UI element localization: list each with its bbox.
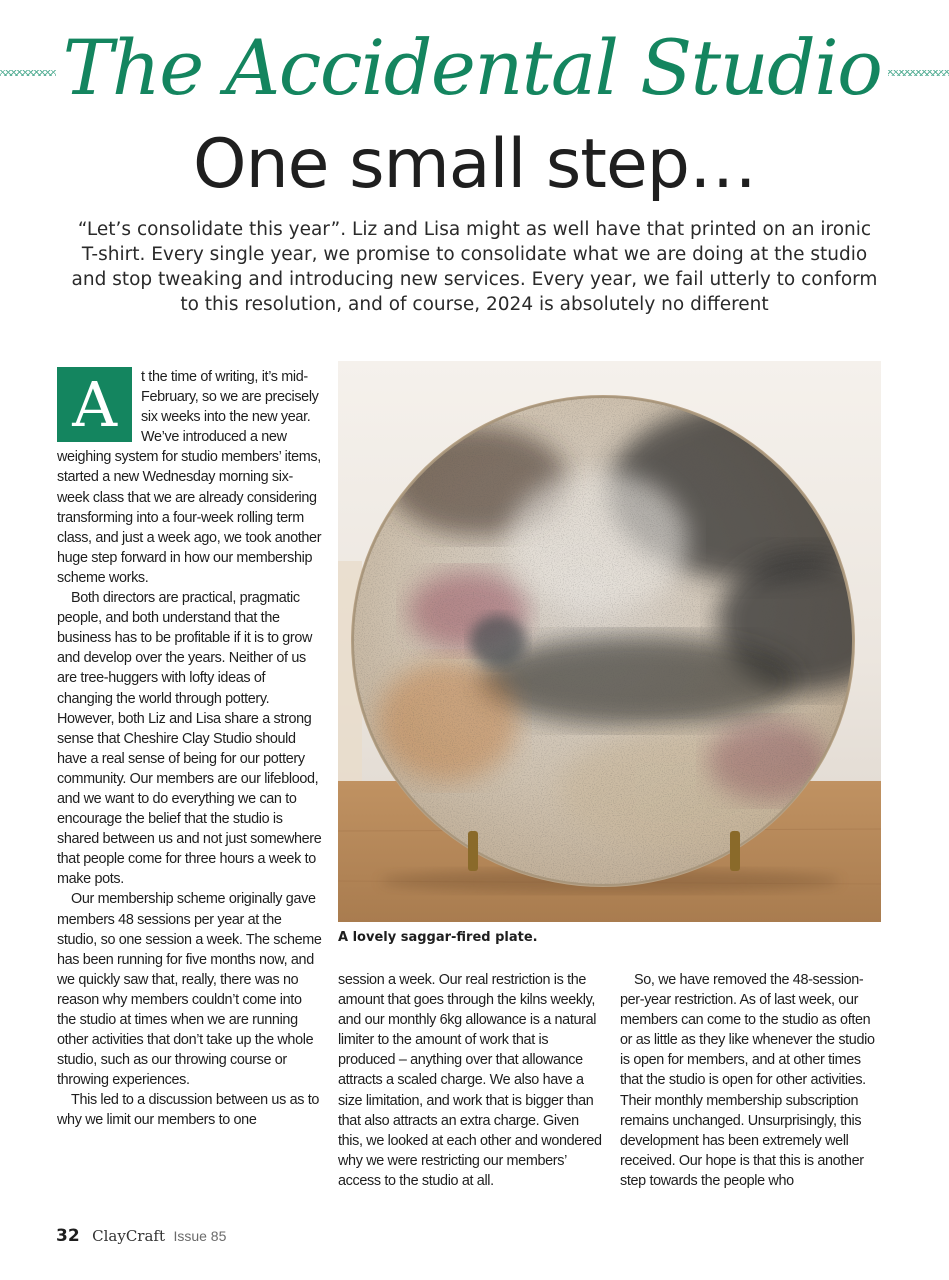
paragraph: Our membership scheme originally gave members 48 sessions per year at the studio, so one session a week. The scheme has been running for five months now, and we quickly saw that, really, there was no reason why members couldn’t come into the studio at times when we are running other activities that don’t take up the whole studio, such as our throwing course or throwing experiences. — [57, 891, 322, 1089]
paragraph: t the time of writing, it’s mid-February, so we are precisely six weeks into the new year. We’ve introduced a new weighing system for studio members’ items, started a new Wednesday morning six-week class that we are already considering transforming into a four-week rolling term class, and just a week ago, we took another huge step forward in how our membership scheme works. — [57, 369, 322, 586]
issue-label: Issue 85 — [173, 1228, 227, 1244]
paragraph: So, we have removed the 48-session-per-year restriction. As of last week, our members can come to the studio as often or as little as they like whenever the studio is open for members, and at other times that the studio is open for other activities. Their monthly membership subscription remains unchanged. Unsurprisingly, this development has been extremely well received. Our hope is that this is another step towards the people who — [620, 972, 875, 1189]
magazine-name: ClayCraft — [92, 1227, 165, 1245]
section-title: The Accidental Studio — [62, 23, 882, 112]
saggar-plate-illustration — [338, 361, 881, 922]
body-column-3 — [620, 970, 885, 1191]
photo-caption: A lovely saggar-fired plate. — [338, 930, 538, 945]
header-ornament-right — [888, 70, 949, 76]
saggar-plate-photo — [338, 361, 881, 922]
page-number: 32 — [56, 1226, 80, 1246]
paragraph: Both directors are practical, pragmatic people, and both understand that the business has to be profitable if it is to grow and develop over the years. Neither of us are tree-huggers with lofty ideas of changing the world through pottery. However, both Liz and Lisa share a strong sense that Cheshire Clay Studio should have a real sense of being for our pottery community. Our members are our lifeblood, and we want to do everything we can to encourage the belief that the studio is shared between us and not just somewhere that people come for three hours a week to make pots. — [57, 590, 322, 888]
article-standfirst: “Let’s consolidate this year”. Liz and Lisa might as well have that printed on an ironic T-shirt. Every single year, we promise to consolidate what we are doing at the studio and stop tweaking and introducing new services. Every year, we fail utterly to conform to this resolution, and of course, 2024 is absolutely no different — [71, 219, 878, 315]
article-headline: One small step… — [193, 125, 756, 204]
paragraph: This led to a discussion between us as to why we limit our members to one — [57, 1092, 320, 1129]
body-column-1 — [57, 367, 323, 1131]
header-ornament-left — [0, 70, 56, 76]
drop-cap: A — [57, 367, 132, 442]
paragraph: session a week. Our real restriction is the amount that goes through the kilns weekly, and our monthly 6kg allowance is a natural limiter to the amount of work that is produced – anything over that allowance attracts a scaled charge. We also have a size limitation, and work that is bigger than that also attracts an extra charge. Given this, we looked at each other and wondered why we were restricting our members’ access to the studio at all. — [338, 972, 602, 1189]
page-footer — [56, 1226, 226, 1254]
body-column-2 — [338, 970, 603, 1191]
